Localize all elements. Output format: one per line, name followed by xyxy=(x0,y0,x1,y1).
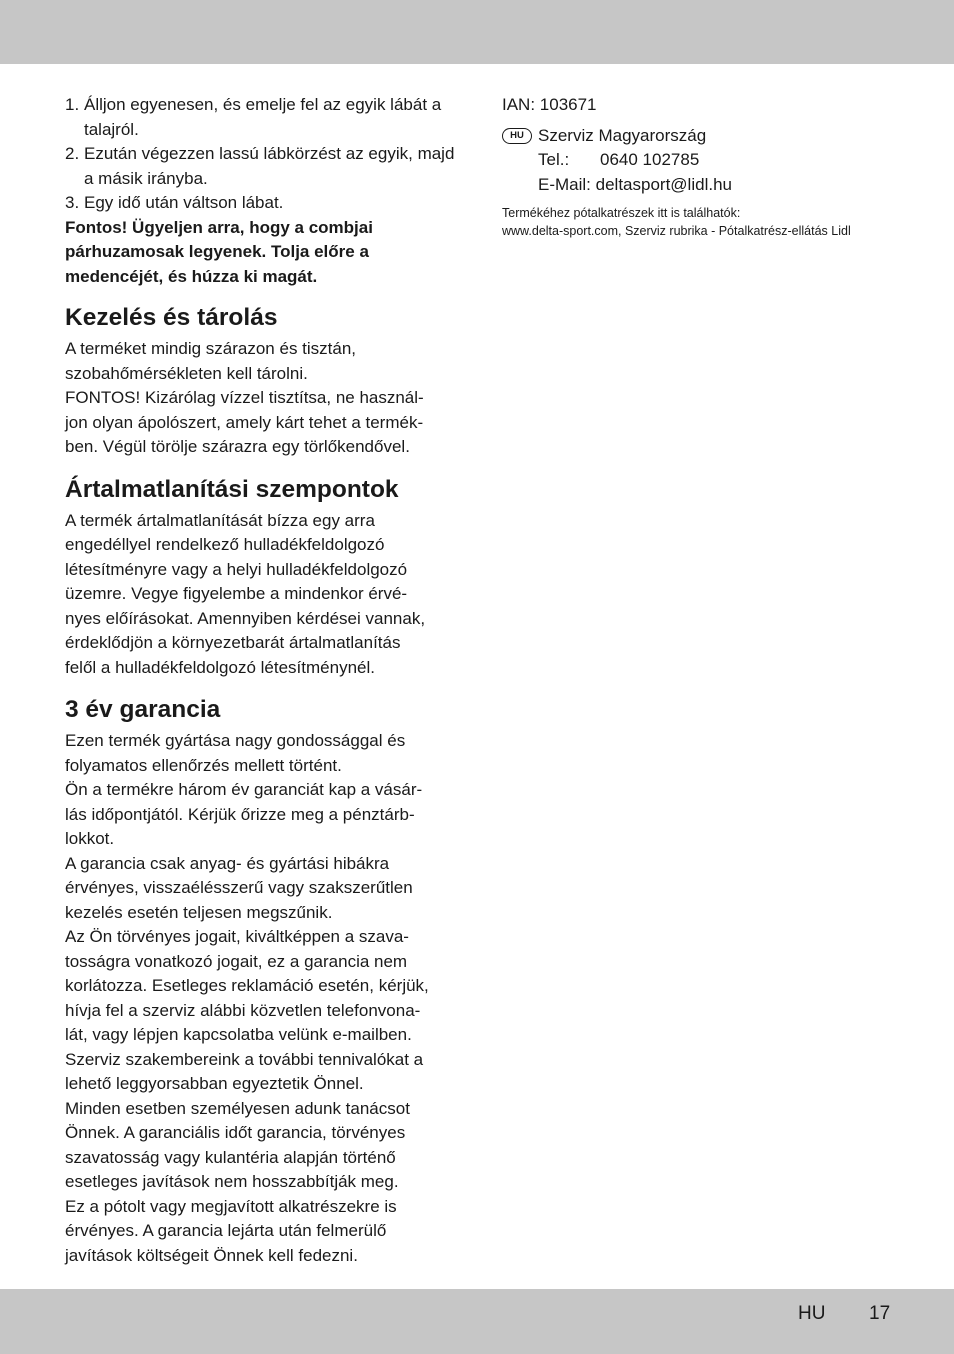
step-text: Egy idő után váltson lábat. xyxy=(84,193,284,212)
step-number: 2. xyxy=(65,144,80,163)
step-item xyxy=(65,142,455,191)
disposal-text: A termék ártalmatlanítását bízza egy arra engedéllyel rendelkező hulladékfeldolgozó létesítményre vagy a helyi hulladékfeldolgozó üzemre. Vegye figyelembe a mindenkor érvé- nyes előírásokat. Amennyiben kérdései vannak, érdeklődjön a környezetbarát ártalmatlanítás felől a hulladékfeldolgozó létesítménynél. xyxy=(65,510,426,677)
spare-parts-line-1: Termékéhez pótalkatrészek itt is találhatók: xyxy=(502,206,741,220)
ian-number: IAN: 103671 xyxy=(502,95,597,114)
phone-label: Tel.: xyxy=(538,150,570,169)
step-item xyxy=(65,191,455,216)
service-title-row xyxy=(502,124,902,149)
country-badge-icon: HU xyxy=(502,128,532,144)
page-number: 17 xyxy=(869,1303,891,1324)
footer-language: HU xyxy=(798,1303,826,1324)
step-number: 3. xyxy=(65,193,80,212)
exercise-steps xyxy=(65,93,455,216)
warranty-heading: 3 év garancia xyxy=(65,696,221,723)
spare-parts-line-2: www.delta-sport.com, Szerviz rubrika - Pótalkatrész-ellátás Lidl xyxy=(502,224,851,238)
step-item xyxy=(65,93,455,142)
spare-parts-note xyxy=(502,204,902,240)
right-column xyxy=(502,93,902,240)
step-number: 1. xyxy=(65,95,80,114)
disposal-heading: Ártalmatlanítási szempontok xyxy=(65,475,399,503)
step-text: Álljon egyenesen, és emelje fel az egyik lábát a talajról. xyxy=(84,95,442,139)
warranty-text: Ezen termék gyártása nagy gondossággal és folyamatos ellenőrzés mellett történt. Ön a termékre három év garanciát kap a vásár- lás időpontjától. Kérjük őrizze meg a pénztárb- lokkot. A garancia csak anyag- és gyártási hibákra érvényes, visszaélésszerű vagy szakszerűtlen kezelés esetén teljesen megszűnik. Az Ön törvényes jogait, kiváltképpen a szava- tosságra vonatkozó jogait, ez a garancia nem korlátozza. Esetleges reklamáció esetén, kérjük, hívja fel a szerviz alábbi közvetlen telefonvona- lát, vagy lépjen kapcsolatba velünk e-mailben. Szerviz szakembereink a további tennivalókat a lehető leggyorsabban egyeztetik Önnel. Minden esetben személyesen adunk tanácsot Önnek. A garanciális időt garancia, törvényes szavatosság vagy kulantéria alapján történő esetleges javítások nem hosszabbítják meg. Ez a pótolt vagy megjavított alkatrészekre is érvényes. A garancia lejárta után felmerülő javítások költségeit Önnek kell fedezni. xyxy=(65,731,429,1265)
phone-line xyxy=(502,148,902,173)
care-text: A terméket mindig szárazon és tisztán, szobahőmérsékleten kell tárolni. FONTOS! Kizárólag vízzel tisztítsa, ne használ- jon olyan ápolószert, amely kárt tehet a termék- ben. Végül törölje szárazra egy törlőkendővel. xyxy=(65,339,424,456)
care-heading: Kezelés és tárolás xyxy=(65,304,278,331)
email-value: deltasport@lidl.hu xyxy=(595,174,732,194)
email-line xyxy=(502,173,902,198)
email-label: E-Mail: xyxy=(538,174,591,194)
step-text: Ezután végezzen lassú lábkörzést az egyik, majd a másik irányba. xyxy=(84,144,455,188)
service-title: Szerviz Magyarország xyxy=(538,125,707,145)
posture-warning: Fontos! Ügyeljen arra, hogy a combjai párhuzamosak legyenek. Tolja előre a medencéjét, és húzza ki magát. xyxy=(65,217,373,286)
left-column xyxy=(65,93,455,1268)
phone-value: 0640 102785 xyxy=(600,150,700,169)
header-band xyxy=(0,0,954,64)
